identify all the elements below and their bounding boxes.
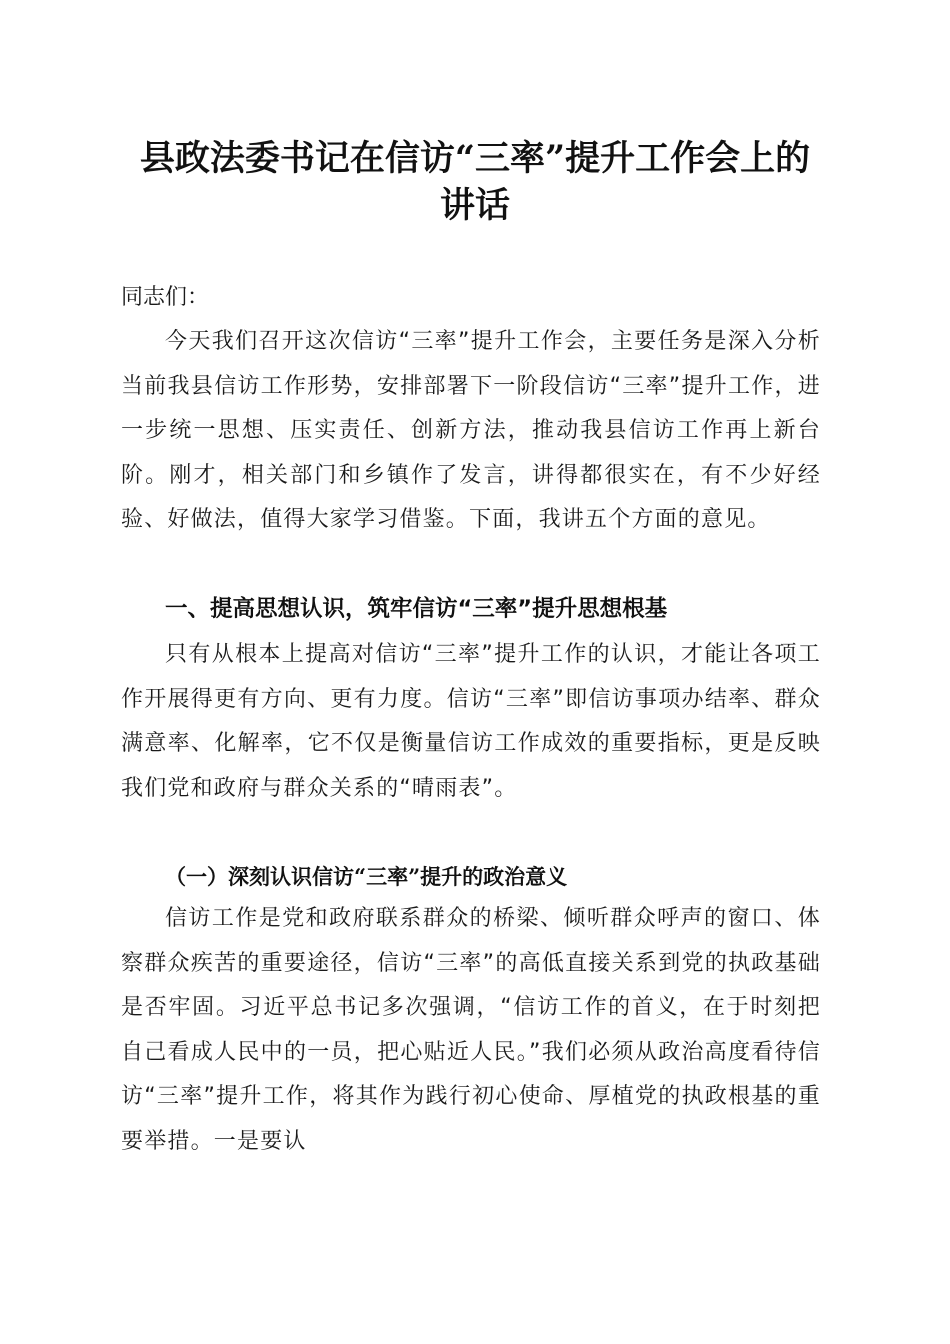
document-title-line2: 讲话 [439, 185, 510, 226]
paragraph-intro: 今天我们召开这次信访“三率”提升工作会，主要任务是深入分析当前我县信访工作形势，安排部署下一阶段信访“三率”提升工作，进一步统一思想、压实责任、创新方法，推动我县信访工作再上新台阶。刚才，相关部门和乡镇作了发言，讲得都很实在，有不少好经验、好做法，值得大家学习借鉴。下面，我讲五个方面的意见。 [121, 329, 821, 533]
salutation: 同志们： [121, 285, 210, 310]
paragraph-section1: 只有从根本上提高对信访“三率”提升工作的认识，才能让各项工作开展得更有方向、更有力度。信访“三率”即信访事项办结率、群众满意率、化解率，它不仅是衡量信访工作成效的重要指标，更是反映我们党和政府与群众关系的“晴雨表”。 [121, 642, 821, 801]
subsection-heading-1: （一）深刻认识信访“三率”提升的政治意义 [165, 864, 568, 889]
section-heading-1: 一、提高思想认识，筑牢信访“三率”提升思想根基 [165, 596, 668, 622]
document-title-line1: 县政法委书记在信访“三率”提升工作会上的 [139, 138, 811, 179]
paragraph-subsection1: 信访工作是党和政府联系群众的桥梁、倾听群众呼声的窗口、体察群众疾苦的重要途径，信访“三率”的高低直接关系到党的执政基础是否牢固。习近平总书记多次强调，“信访工作的首义，在于时刻把自己看成人民中的一员，把心贴近人民。”我们必须从政治高度看待信访“三率”提升工作，将其作为践行初心使命、厚植党的执政根基的重要举措。一是要认 [121, 906, 821, 1154]
